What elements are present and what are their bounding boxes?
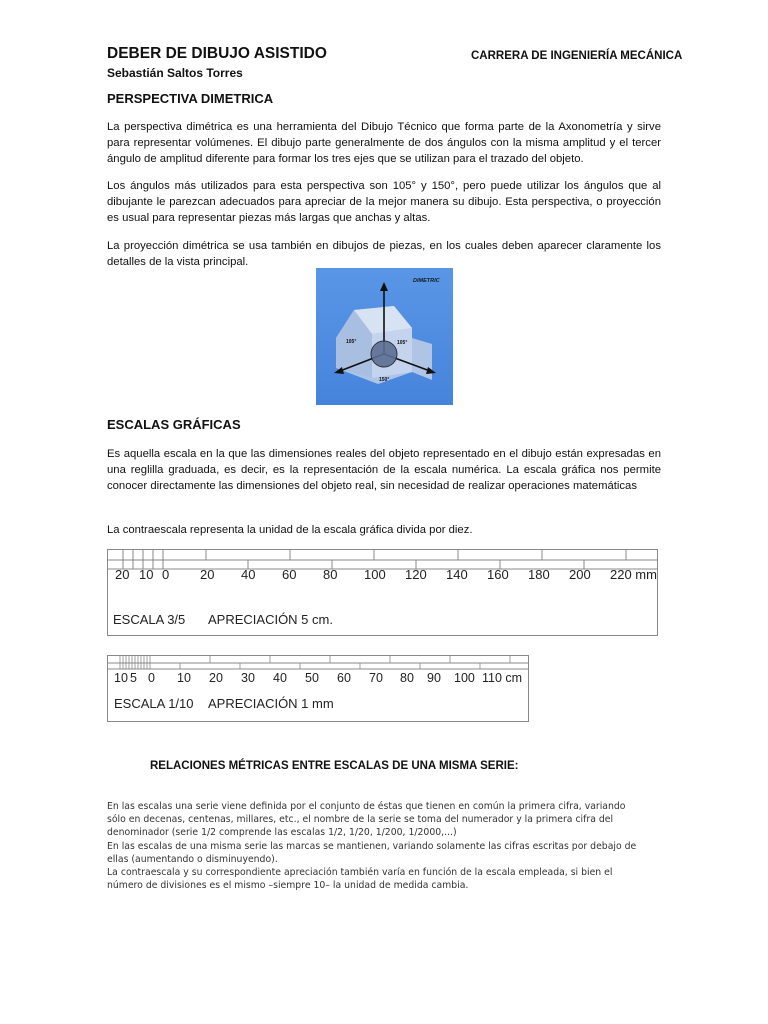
paragraph-scales-2: La contraescala representa la unidad de la escala gráfica divida por diez. <box>107 524 473 536</box>
dimetric-label: DIMETRIC <box>413 278 440 284</box>
scale1-tick-label: 180 <box>528 567 550 582</box>
scale1-tick-label: 20 <box>115 567 130 582</box>
text-line: número de divisiones es el mismo –siempre 10– la unidad de medida cambia. <box>107 880 469 892</box>
scale1-tick-label: 160 <box>487 567 509 582</box>
scale2-tick-label: 100 <box>454 671 475 685</box>
dimetric-figure <box>316 268 453 405</box>
scale2-tick-label: 10 <box>114 671 128 685</box>
scale1-tick-label: 40 <box>241 567 256 582</box>
scale1-tick-label: 220 mm <box>610 567 657 582</box>
scale2-appreciation: APRECIACIÓN 1 mm <box>208 696 334 711</box>
scale2-tick-label: 10 <box>177 671 191 685</box>
graphic-scale-3-5 <box>107 549 658 636</box>
angle-circle <box>371 341 397 367</box>
paragraph-dimetric-1: La perspectiva dimétrica es una herramienta del Dibujo Técnico que forma parte de la Axonometría y sirve para representar volúmenes. El dibujo parte generalmente de dos ángulos con la misma amplitud y el tercer ángulo de amplitud diferente para formar los tres ejes que se utilizan para el trazado del objeto. <box>107 121 661 165</box>
scale2-tick-label: 70 <box>369 671 383 685</box>
metric-relations-text <box>107 800 661 892</box>
career-label: CARRERA DE INGENIERÍA MECÁNICA <box>471 50 683 62</box>
scale1-tick-label: 200 <box>569 567 591 582</box>
scale2-tick-label: 60 <box>337 671 351 685</box>
text-line: En las escalas de una misma serie las marcas se mantienen, variando solamente las cifras escritas por debajo de <box>107 840 637 852</box>
scale2-name: ESCALA 1/10 <box>114 696 194 711</box>
paragraph-dimetric-2: Los ángulos más utilizados para esta perspectiva son 105° y 150°, pero puede utilizar los ángulos que al dibujante le parezcan adecuados para apreciar de la mejor manera su dibujo. Esta perspectiva, o proyección es usual para representar piezas más largas que anchas y altas. <box>107 180 661 224</box>
scale1-tick-label: 10 <box>139 567 154 582</box>
text-line: denominador (serie 1/2 comprende las escalas 1/2, 1/20, 1/200, 1/2000,...) <box>107 827 457 839</box>
document-title: DEBER DE DIBUJO ASISTIDO <box>107 45 327 62</box>
scale1-tick-label: 140 <box>446 567 468 582</box>
author-name: Sebastián Saltos Torres <box>107 66 243 80</box>
scale1-tick-label: 60 <box>282 567 297 582</box>
scale2-tick-label: 20 <box>209 671 223 685</box>
scale2-ruler <box>108 656 528 670</box>
scale2-tick-label: 40 <box>273 671 287 685</box>
angle-bottom-label: 150° <box>379 377 390 383</box>
section-heading-metric-relations: RELACIONES MÉTRICAS ENTRE ESCALAS DE UNA MISMA SERIE: <box>150 760 519 772</box>
paragraph-scales-1: Es aquella escala en la que las dimensiones reales del objeto representado en el dibujo están expresadas en una reglilla graduada, es decir, es la representación de la escala numérica. La escala gráfica nos permite conocer directamente las dimensiones del objeto real, sin necesidad de realizar operaciones matemáticas <box>107 448 661 492</box>
scale2-tick-label: 90 <box>427 671 441 685</box>
scale1-tick-label: 0 <box>162 567 170 582</box>
graphic-scale-1-10 <box>107 655 529 722</box>
dimetric-figure-svg <box>316 268 453 405</box>
section-heading-scales: ESCALAS GRÁFICAS <box>107 417 241 432</box>
scale2-tick-label: 0 <box>148 671 155 685</box>
angle-right-label: 105° <box>397 340 408 346</box>
paragraph-dimetric-3: La proyección dimétrica se usa también en dibujos de piezas, en los cuales deben aparecer claramente los detalles de la vista principal. <box>107 240 661 268</box>
text-line: La contraescala y su correspondiente apreciación también varía en función de la escala empleada, si bien el <box>107 867 613 879</box>
scale1-tick-label: 80 <box>323 567 338 582</box>
scale2-tick-label: 50 <box>305 671 319 685</box>
text-line: ellas (aumentando o disminuyendo). <box>107 853 278 865</box>
scale1-tick-label: 20 <box>200 567 215 582</box>
scale1-name: ESCALA 3/5 <box>113 612 186 627</box>
text-line: En las escalas una serie viene definida por el conjunto de éstas que tienen en común la primera cifra, variando <box>107 801 626 812</box>
angle-left-label: 105° <box>346 339 357 345</box>
scale1-appreciation: APRECIACIÓN 5 cm. <box>208 612 333 627</box>
section-heading-dimetric: PERSPECTIVA DIMETRICA <box>107 91 274 106</box>
scale1-tick-label: 100 <box>364 567 386 582</box>
scale2-tick-label: 80 <box>400 671 414 685</box>
scale1-tick-label: 120 <box>405 567 427 582</box>
scale2-tick-label: 5 <box>130 671 137 685</box>
scale2-tick-label: 30 <box>241 671 255 685</box>
text-line: sólo en decenas, centenas, millares, etc., el nombre de la serie se toma del numerador y la primera cifra del <box>107 814 614 826</box>
scale2-tick-label: 110 cm <box>482 671 523 685</box>
